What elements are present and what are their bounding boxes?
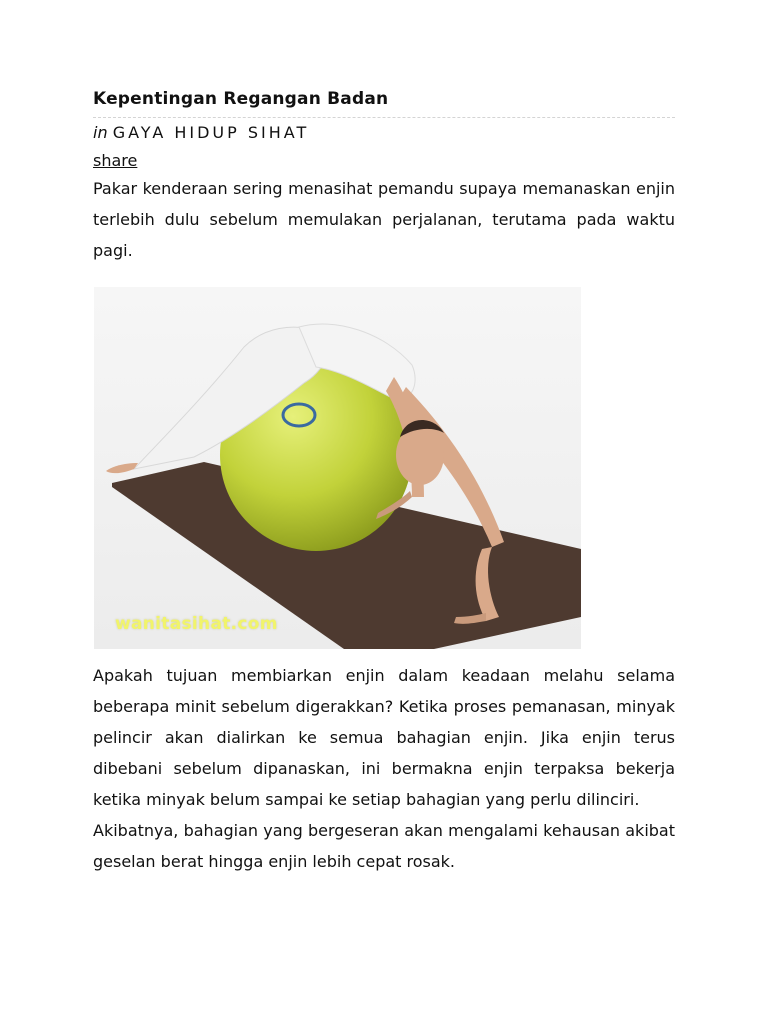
article-title: Kepentingan Regangan Badan xyxy=(93,89,389,109)
paragraph-1: Pakar kenderaan sering menasihat pemandu supaya memanaskan enjin terlebih dulu sebelum memulakan perjalanan, terutama pada waktu pagi. xyxy=(93,179,675,260)
article-image xyxy=(94,287,581,649)
category-prefix: in xyxy=(93,123,108,142)
paragraph-3: Akibatnya, bahagian yang bergeseran akan mengalami kehausan akibat geselan berat hingga enjin lebih cepat rosak. xyxy=(93,821,675,871)
image-watermark: wanitasihat.com xyxy=(115,614,278,634)
article xyxy=(93,86,675,877)
stretching-photo xyxy=(94,287,581,649)
category-link[interactable]: GAYA HIDUP SIHAT xyxy=(112,123,310,142)
paragraph-2: Apakah tujuan membiarkan enjin dalam keadaan melahu selama beberapa minit sebelum digerakkan? Ketika proses pemanasan, minyak pelincir akan dialirkan ke semua bahagian enjin. Jika enjin terus dibebani sebelum dipanaskan, ini bermakna enjin terpaksa bekerja ketika minyak belum sampai ke setiap bahagian yang perlu dilinciri. xyxy=(93,666,675,809)
category-line xyxy=(93,122,675,144)
title-divider xyxy=(93,117,675,118)
share-link[interactable]: share xyxy=(93,151,138,170)
